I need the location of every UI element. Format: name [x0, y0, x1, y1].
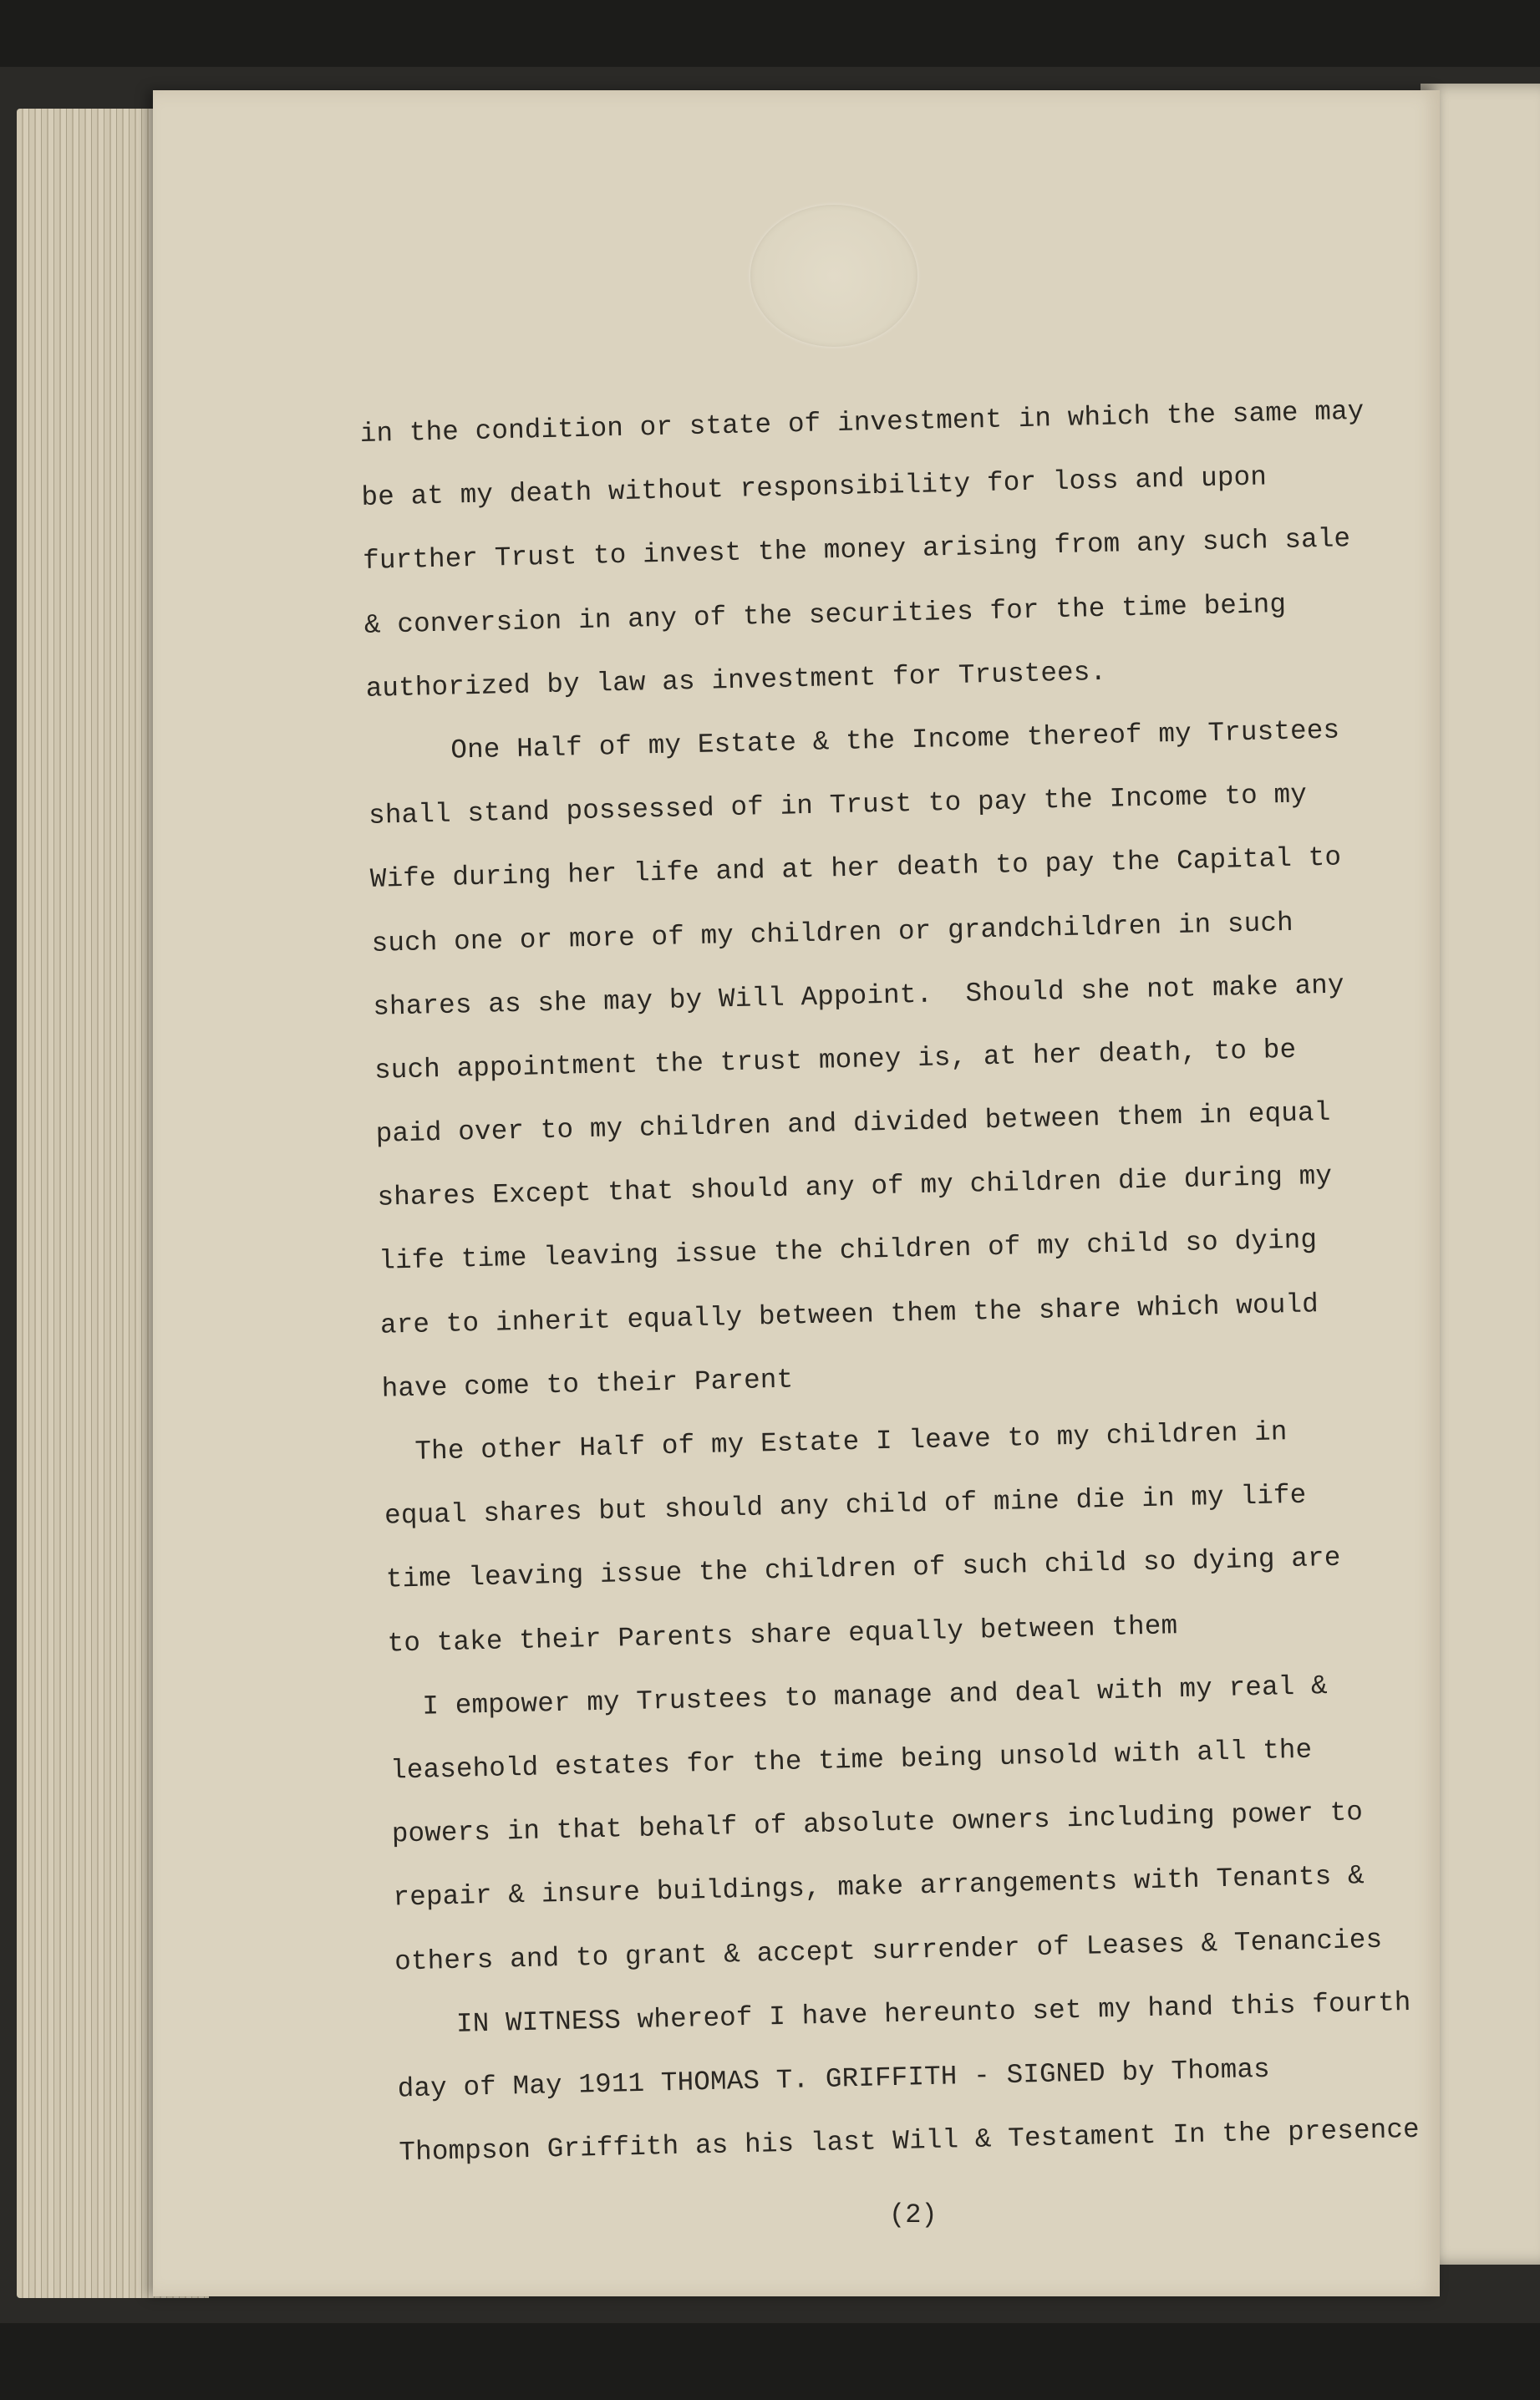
text-line: have come to their Parent [381, 1364, 794, 1405]
text-line: shares Except that should any of my children die during my [377, 1161, 1333, 1214]
text-line: to take their Parents share equally between them [387, 1609, 1178, 1660]
text-line: in the condition or state of investment in which the same may [359, 395, 1365, 450]
text-line: Wife during her life and at her death to pay the Capital to [369, 842, 1342, 896]
text-line: The other Half of my Estate I leave to my children in [414, 1416, 1288, 1467]
text-line: are to inherit equally between them the share which would [379, 1288, 1319, 1341]
text-line: be at my death without responsibility for loss and upon [361, 461, 1268, 514]
page-number: (2) [889, 2199, 938, 2230]
text-line: day of May 1911 THOMAS T. GRIFFITH - SIGNED by Thomas [397, 2053, 1271, 2105]
typewritten-body [359, 379, 1421, 2184]
text-line: shall stand possessed of in Trust to pay the Income to my [368, 779, 1308, 831]
embossed-seal [750, 205, 917, 347]
text-line: equal shares but should any child of mine die in my life [384, 1479, 1307, 1532]
text-line: Thompson Griffith as his last Will & Testament In the presence [399, 2113, 1421, 2169]
text-line: time leaving issue the children of such child so dying are [385, 1543, 1341, 1596]
text-line: I empower my Trustees to manage and deal with my real & [421, 1670, 1329, 1722]
text-line: further Trust to invest the money arising from any such sale [362, 523, 1351, 577]
text-line: others and to grant & accept surrender of Leases & Tenancies [394, 1924, 1383, 1978]
text-line: such appointment the trust money is, at her death, to be [374, 1034, 1297, 1086]
text-line: leasehold estates for the time being unsold with all the [389, 1734, 1313, 1787]
text-line: such one or more of my children or grandchildren in such [371, 907, 1294, 959]
text-line: One Half of my Estate & the Income thereof my Trustees [450, 714, 1340, 766]
text-line: & conversion in any of the securities for the time being [363, 588, 1287, 641]
text-line: paid over to my children and divided between them in equal [375, 1096, 1331, 1150]
text-line: IN WITNESS whereof I have hereunto set my hand this fourth [455, 1986, 1411, 2040]
text-line: shares as she may by Will Appoint. Should she not make any [372, 969, 1345, 1023]
text-line: life time leaving issue the children of my child so dying [378, 1224, 1318, 1278]
text-line: authorized by law as investment for Trustees. [365, 656, 1107, 704]
text-line: powers in that behalf of absolute owners including power to [391, 1797, 1364, 1850]
text-line: repair & insure buildings, make arrangements with Tenants & [393, 1860, 1365, 1914]
